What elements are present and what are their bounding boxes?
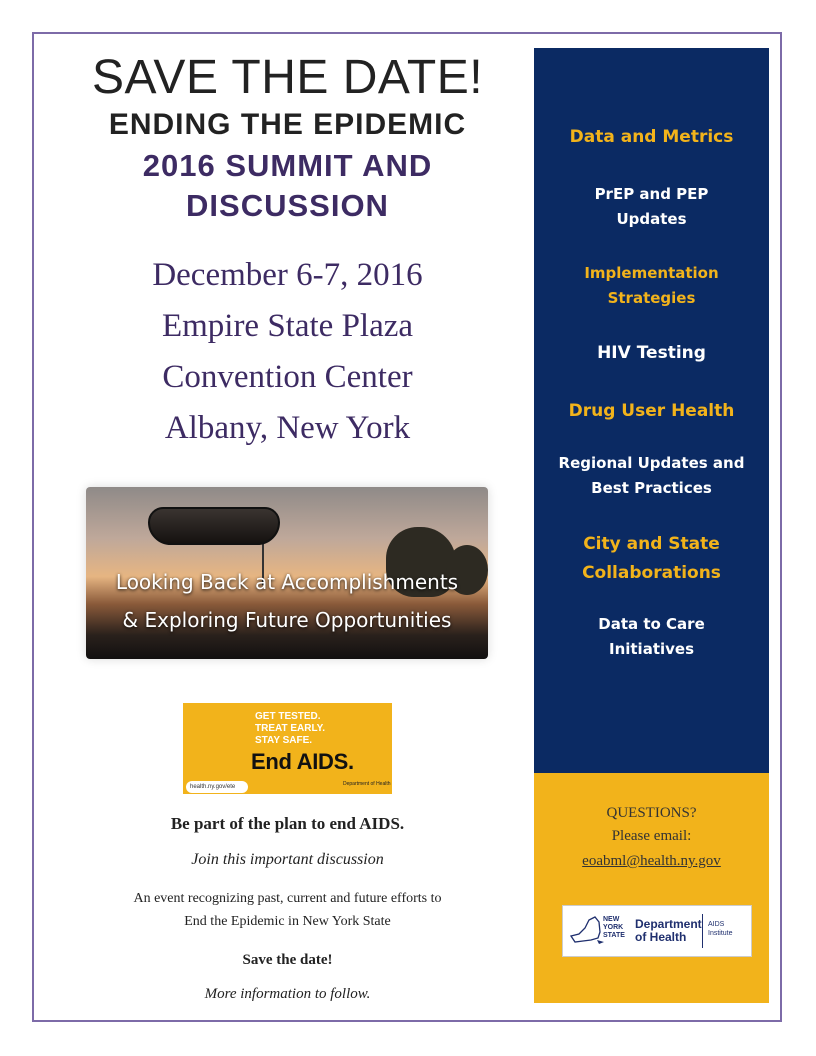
badge-dept-label: Department of Health: [343, 781, 391, 787]
event-city: Albany, New York: [164, 410, 411, 446]
topic-care-line-2: Initiatives: [608, 640, 695, 658]
event-description-line-2: End the Epidemic in New York State: [184, 914, 391, 929]
topic-data-metrics: Data and Metrics: [569, 127, 734, 147]
badge-line-1: GET TESTED.: [255, 711, 321, 722]
topic-regional-updates: [534, 451, 769, 501]
logo-new-york-state: [603, 916, 625, 940]
venue-line-2: Convention Center: [162, 359, 413, 395]
topic-city-line-1: City and State: [583, 534, 720, 554]
questions-label: QUESTIONS?: [606, 805, 697, 821]
badge-slogan: [255, 711, 325, 747]
topic-regional-line-2: Best Practices: [591, 479, 712, 497]
save-the-date-heading: SAVE THE DATE!: [91, 51, 484, 104]
photo-caption-2: & Exploring Future Opportunities: [122, 608, 452, 632]
join-text: Join this important discussion: [191, 851, 384, 868]
logo-department: [635, 918, 702, 944]
contact-box: [534, 773, 769, 1003]
topic-regional-line-1: Regional Updates and: [558, 454, 745, 472]
photo-caption-1: Looking Back at Accomplishments: [115, 570, 459, 594]
topic-city-state: [534, 530, 769, 588]
topic-city-line-2: Collaborations: [582, 563, 721, 583]
event-date: December 6-7, 2016: [152, 257, 423, 293]
event-description-line-1: An event recognizing past, current and future efforts to: [133, 891, 442, 906]
be-part-text: Be part of the plan to end AIDS.: [170, 814, 405, 833]
rearview-mirror-shape: [148, 507, 280, 545]
logo-ny-line-2: YORK: [603, 924, 624, 931]
save-date-text: Save the date!: [242, 952, 333, 968]
road-photo: [86, 487, 488, 659]
topic-data-to-care: [534, 612, 769, 662]
logo-aids-institute: [708, 920, 733, 938]
logo-aids-line-1: AIDS: [708, 921, 725, 928]
badge-url: health.ny.gov/ete: [186, 781, 248, 793]
topic-hiv-testing: HIV Testing: [597, 343, 706, 363]
badge-title: End AIDS.: [251, 749, 354, 774]
topic-prep-line-1: PrEP and PEP: [594, 185, 709, 203]
contact-email-link[interactable]: eoabml@health.ny.gov: [582, 853, 721, 869]
logo-ny-line-1: NEW: [603, 916, 620, 923]
badge-line-3: STAY SAFE.: [255, 735, 313, 746]
email-prompt: Please email:: [611, 828, 692, 844]
nys-doh-logo: [562, 905, 752, 957]
topic-impl-line-1: Implementation: [584, 264, 719, 282]
summit-line-2: DISCUSSION: [186, 188, 389, 223]
new-york-state-map-icon: [569, 914, 605, 948]
topic-care-line-1: Data to Care: [598, 615, 705, 633]
event-description: [40, 887, 535, 933]
topic-drug-user-health: Drug User Health: [568, 401, 735, 421]
summit-heading: [40, 146, 535, 226]
topic-implementation: [534, 261, 769, 311]
ending-epidemic-heading: ENDING THE EPIDEMIC: [108, 108, 467, 141]
logo-dept-line-2: of Health: [635, 930, 687, 944]
logo-aids-line-2: Institute: [708, 930, 733, 937]
event-details: [40, 250, 535, 454]
end-aids-badge: [183, 703, 392, 794]
logo-dept-line-1: Department: [635, 917, 702, 931]
topic-prep-line-2: Updates: [616, 210, 687, 228]
summit-line-1: 2016 SUMMIT AND: [142, 148, 433, 183]
topic-prep-pep: [534, 182, 769, 232]
badge-line-2: TREAT EARLY.: [255, 723, 326, 734]
logo-divider: [702, 914, 703, 948]
venue-line-1: Empire State Plaza: [161, 308, 414, 344]
topic-impl-line-2: Strategies: [607, 289, 696, 307]
logo-ny-line-3: STATE: [603, 932, 625, 939]
more-info-text: More information to follow.: [204, 986, 371, 1002]
